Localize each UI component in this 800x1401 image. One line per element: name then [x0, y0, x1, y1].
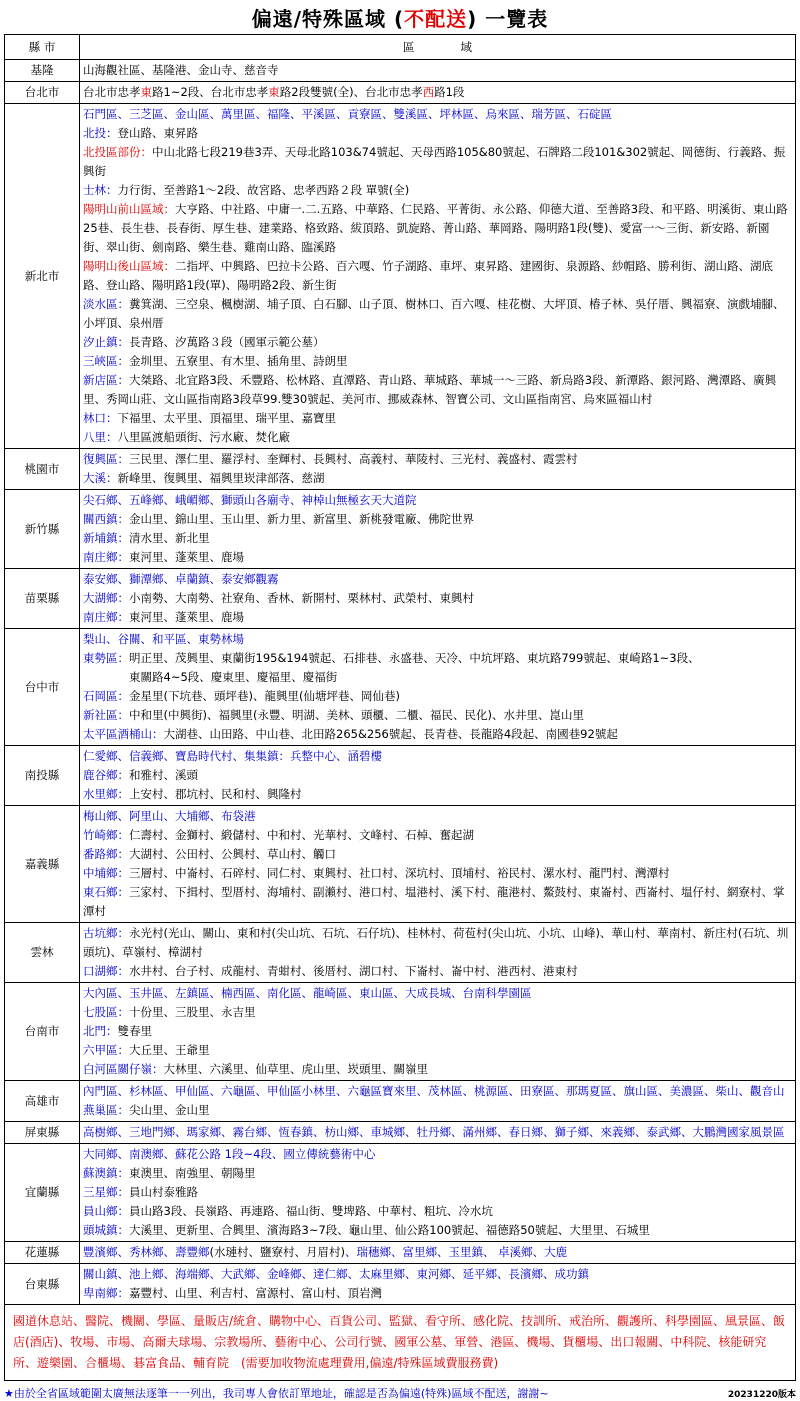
area-text: 白河區關仔嶺：: [83, 1062, 164, 1076]
area-line: [83, 1145, 792, 1164]
table-row: [5, 490, 796, 569]
area-text: 山海觀社區、基隆港、金山寺、慈音寺: [83, 63, 279, 77]
area-text: 金圳里、五寮里、有木里、插角里、詩朗里: [129, 354, 348, 368]
title-no-delivery: 不配送: [404, 6, 468, 31]
area-text: 中山北路七段219巷3弄、天母北路103&74號起、天母西路105&80號起、石牌路二段101&302號起、岡德街、行義路、振興街: [83, 145, 786, 178]
area-text: 六甲區：: [83, 1043, 129, 1057]
area-text: 士林：: [83, 183, 118, 197]
area-text: 大同鄉、南澳鄉、蘇花公路 1段~4段、國立傳統藝術中心: [83, 1147, 376, 1161]
area-line: [83, 1041, 792, 1060]
area-line: [83, 687, 792, 706]
area-text: 東河里、蓬萊里、鹿場: [129, 610, 244, 624]
area-text: 南庄鄉：: [83, 550, 129, 564]
area-line: [83, 962, 792, 981]
area-cell: [80, 923, 796, 983]
city-cell: 雲林: [5, 923, 80, 983]
area-text: 明正里、茂興里、東蘭街195&194號起、石排巷、永盛巷、天冷、中坑坪路、東坑路799號起、東崎路1~3段、: [129, 651, 700, 665]
table-row: [5, 983, 796, 1081]
city-cell: 苗栗縣: [5, 569, 80, 629]
area-text: 新埔鎮：: [83, 531, 129, 545]
area-text: 石岡區：: [83, 689, 129, 703]
area-line: [83, 807, 792, 826]
area-line: [83, 845, 792, 864]
area-text: 中埔鄉：: [83, 866, 129, 880]
area-cell: [80, 60, 796, 82]
area-text: 梨山、谷關、和平區、東勢林場: [83, 632, 244, 646]
area-line: [83, 105, 792, 124]
area-text: 十份里、三股里、永吉里: [129, 1005, 256, 1019]
area-text: 路1段: [434, 85, 465, 99]
area-line: [83, 1202, 792, 1221]
city-cell: 嘉義縣: [5, 806, 80, 923]
area-line: [83, 333, 792, 352]
area-text: 頭城鎮：: [83, 1223, 129, 1237]
area-text: 二指坪、中興路、巴拉卡公路、百六嘎、竹子湖路、車坪、東昇路、建國街、泉源路、紗帽路、勝利街、湖山路、湖底路、登山路、陽明路1段(單)、陽明路2段、新生街: [83, 259, 773, 292]
area-line: [83, 1183, 792, 1202]
area-cell: [80, 82, 796, 104]
excluded-locations-note: 國道休息站、醫院、機關、學區、量販店/統倉、購物中心、百貨公司、監獄、看守所、感化院、技訓所、戒治所、觀護所、科學園區、風景區、飯店(酒店)、牧場、市場、高爾夫球場、宗教場所、藝術中心、公司行號、國軍公墓、軍營、港區、機場、貨櫃場、出口報關、中科院、核能研究所、遊樂園、合櫃場、碁富食品、輔育院 (需要加收物流處理費用,偏遠/特殊區域費服務費): [4, 1305, 796, 1381]
area-line: [83, 1003, 792, 1022]
area-text: 太平區酒桶山：: [83, 727, 164, 741]
area-line: [83, 725, 792, 744]
table-header-row: [5, 35, 796, 60]
table-row: [5, 746, 796, 806]
area-text: 西: [422, 85, 435, 99]
city-cell: 台東縣: [5, 1264, 80, 1305]
city-cell: 花蓮縣: [5, 1242, 80, 1264]
area-text: 員山鄉：: [83, 1204, 129, 1218]
area-line: [83, 295, 792, 333]
area-text: 登山路、東昇路: [117, 126, 198, 140]
area-text: 北投區部份：: [83, 145, 152, 159]
area-text: 大桀路、北宜路3段、禾豐路、松林路、直潭路、青山路、華城路、華城一～三路、新烏路3段、新潭路、銀河路、灣潭路、廣興里、秀岡山莊、文山區指南路3段草99.雙30號起、美河市、挪威森林、智寶公司、文山區指南宮、烏來區福山村: [83, 373, 777, 406]
area-line: [83, 747, 792, 766]
area-text: 東勢區：: [83, 651, 129, 665]
area-text: 梅山鄉、阿里山、大埔鄉、布袋港: [83, 809, 256, 823]
area-line: [83, 450, 792, 469]
area-text: 三家村、下揖村、型厝村、海埔村、副瀨村、港口村、塭港村、溪下村、龍港村、鰲鼓村、東崙村、西崙村、塭仔村、網寮村、掌潭村: [83, 885, 785, 918]
area-text: 員山路3段、長嶺路、再連路、福山街、雙埤路、中華村、粗坑、冷水坑: [129, 1204, 493, 1218]
footer: [4, 1385, 796, 1401]
header-area: 區 域: [80, 35, 796, 60]
area-text: 員山村泰雅路: [129, 1185, 198, 1199]
area-line: [83, 984, 792, 1003]
title-prefix: 偏遠/特殊區域 (: [251, 6, 405, 31]
area-line: [83, 1123, 792, 1142]
area-line: [83, 352, 792, 371]
area-text: 關西鎮：: [83, 512, 129, 526]
area-text: 、瑞穗鄉、富里鄉、玉里鎮、 卓溪鄉、大鹿: [344, 1245, 568, 1259]
area-cell: [80, 569, 796, 629]
area-text: 嘉豐村、山里、利吉村、富源村、富山村、頂岩灣: [129, 1286, 382, 1300]
city-cell: 宜蘭縣: [5, 1144, 80, 1242]
area-text: 三峽區：: [83, 354, 129, 368]
area-text: 清水里、新北里: [129, 531, 210, 545]
area-text: 糞箕湖、三空泉、楓樹湖、埔子頂、白石腳、山子頂、樹林口、百六嘎、桂花樹、大坪頂、椿子林、吳仔厝、興福寮、演戲埔腳、小坪頂、泉州厝: [83, 297, 785, 330]
area-text: 東澳里、南強里、朝陽里: [129, 1166, 256, 1180]
area-line: [83, 491, 792, 510]
area-cell: [80, 1081, 796, 1122]
area-line: [83, 143, 792, 181]
area-line: [83, 1284, 792, 1303]
area-text: 泰安鄉、獅潭鄉、卓蘭鎮、泰安鄉觀霧: [83, 572, 279, 586]
version-label: 20231220版本: [727, 1389, 796, 1400]
area-text: 大丘里、王爺里: [129, 1043, 210, 1057]
area-line: [83, 649, 792, 668]
header-city: 縣 市: [5, 35, 80, 60]
area-text: 陽明山前山區域：: [83, 202, 175, 216]
area-text: 東河里、蓬萊里、鹿場: [129, 550, 244, 564]
table-row: [5, 1144, 796, 1242]
area-text: 東: [140, 85, 152, 99]
area-text: 南庄鄉：: [83, 610, 129, 624]
area-text: 東關路4~5段、慶東里、慶福里、慶福街: [83, 670, 338, 684]
area-text: 八里區渡船頭街、污水廠、焚化廠: [117, 430, 290, 444]
area-line: [83, 924, 792, 962]
area-line: [83, 181, 792, 200]
table-row: [5, 1242, 796, 1264]
area-text: (水璉村、鹽寮村、月眉村): [209, 1245, 345, 1259]
area-text: 新店區：: [83, 373, 129, 387]
area-cell: [80, 1122, 796, 1144]
area-text: 北投：: [83, 126, 118, 140]
table-row: [5, 629, 796, 746]
area-text: 燕巢區：: [83, 1103, 129, 1117]
area-cell: [80, 449, 796, 490]
area-text: 八里：: [83, 430, 118, 444]
area-text: 陽明山後山區域：: [83, 259, 175, 273]
area-text: 金星里(下坑巷、頭坪巷)、龍興里(仙塘坪巷、岡仙巷): [129, 689, 400, 703]
area-text: 雙春里: [117, 1024, 152, 1038]
area-line: [83, 1060, 792, 1079]
area-text: 大林里、六溪里、仙草里、虎山里、崁頭里、關嶺里: [163, 1062, 428, 1076]
area-text: 大湖鄉：: [83, 591, 129, 605]
area-line: [83, 510, 792, 529]
area-line: [83, 570, 792, 589]
area-line: [83, 428, 792, 447]
area-line: [83, 766, 792, 785]
page-title: [0, 0, 800, 34]
area-text: 鹿谷鄉：: [83, 768, 129, 782]
area-text: 三民里、澤仁里、羅浮村、奎輝村、長興村、高義村、華陵村、三光村、義盛村、霞雲村: [129, 452, 578, 466]
area-text: 東: [268, 85, 280, 99]
city-cell: 台中市: [5, 629, 80, 746]
table-row: [5, 82, 796, 104]
area-cell: [80, 746, 796, 806]
area-line: [83, 257, 792, 295]
area-text: 尖石鄉、五峰鄉、峨嵋鄉、獅頭山各廟寺、神棹山無極玄天大道院: [83, 493, 417, 507]
area-text: 長青路、汐萬路３段（國軍示範公墓）: [129, 335, 325, 349]
area-text: 蘇澳鎮：: [83, 1166, 129, 1180]
city-cell: 新竹縣: [5, 490, 80, 569]
area-line: [83, 1082, 792, 1101]
area-line: [83, 706, 792, 725]
table-body: [5, 60, 796, 1305]
area-text: 新社區：: [83, 708, 129, 722]
area-text: 下福里、太平里、頂福里、瑞平里、嘉寶里: [117, 411, 336, 425]
area-cell: [80, 1242, 796, 1264]
area-text: 路2段雙號(全)、台北市忠孝: [279, 85, 423, 99]
area-text: 台北市忠孝: [83, 85, 141, 99]
city-cell: 基隆: [5, 60, 80, 82]
area-text: 大湖巷、山田路、中山巷、北田路265&256號起、長青巷、長龍路4段起、南國巷92號起: [163, 727, 618, 741]
area-line: [83, 864, 792, 883]
table-row: [5, 923, 796, 983]
area-text: 上安村、郡坑村、民和村、興隆村: [129, 787, 302, 801]
area-text: 古坑鄉：: [83, 926, 129, 940]
area-line: [83, 1164, 792, 1183]
area-cell: [80, 490, 796, 569]
area-text: 三星鄉：: [83, 1185, 129, 1199]
region-table: [4, 34, 796, 1305]
table-row: [5, 569, 796, 629]
area-cell: [80, 983, 796, 1081]
table-row: [5, 806, 796, 923]
area-line: [83, 371, 792, 409]
area-text: 北門：: [83, 1024, 118, 1038]
area-text: 大溪：: [83, 471, 118, 485]
area-line: [83, 630, 792, 649]
area-text: 石門區、三芝區、金山區、萬里區、福隆、平溪區、貢寮區、雙溪區、坪林區、烏來區、瑞芳區、石碇區: [83, 107, 612, 121]
area-text: 永光村(光山、關山、東和村(尖山坑、石坑、石仔坑)、桂林村、荷苞村(尖山坑、小坑、山峰)、華山村、華南村、新庄村(石坑、圳頭坑)、草嶺村、樟湖村: [83, 926, 789, 959]
area-text: 林口：: [83, 411, 118, 425]
area-text: 三層村、中崙村、石碎村、同仁村、東興村、社口村、深坑村、頂埔村、裕民村、漯水村、龍門村、灣潭村: [129, 866, 670, 880]
area-text: 復興區：: [83, 452, 129, 466]
city-cell: 屏東縣: [5, 1122, 80, 1144]
area-cell: [80, 1264, 796, 1305]
area-line: [83, 200, 792, 257]
area-text: 大亨路、中社路、中庸一.二.五路、中華路、仁民路、平菁街、永公路、仰德大道、至善路3段、和平路、明溪街、東山路25巷、長生巷、長春街、厚生巷、建業路、格致路、紱頂路、凱旋路、菁山路、華岡路、陽明路1段(雙)、愛富一～三街、新安路、新園街、翠山街、劍南路、樂生巷、雞南山路、臨溪路: [83, 202, 788, 254]
area-text: 大湖村、公田村、公興村、草山村、觸口: [129, 847, 336, 861]
area-text: 金山里、錦山里、玉山里、新力里、新富里、新桃發電廠、佛陀世界: [129, 512, 474, 526]
area-text: 淡水區：: [83, 297, 129, 311]
area-text: 中和里(中興街)、福興里(永豐、明湖、美林、頭櫃、二櫃、福民、民化)、水井里、崑山里: [129, 708, 584, 722]
table-row: [5, 1264, 796, 1305]
area-cell: [80, 629, 796, 746]
area-line: [83, 61, 792, 80]
area-text: 水里鄉：: [83, 787, 129, 801]
area-text: 仁壽村、金獅村、緞儲村、中和村、光華村、文峰村、石棹、奮起湖: [129, 828, 474, 842]
footer-notice: ★由於全省區域範圍太廣無法逐筆一一列出，我司專人會依訂單地址，確認是否為偏遠(特殊)區域不配送，謝謝~: [4, 1387, 549, 1400]
area-text: 關山鎮、池上鄉、海端鄉、大武鄉、金峰鄉、達仁鄉、太麻里鄉、東河鄉、延平鄉、長濱鄉、成功鎮: [83, 1267, 589, 1281]
area-text: 新峰里、復興里、福興里崁津部落、慈湖: [117, 471, 325, 485]
area-text: 仁愛鄉、信義鄉、寶島時代村、集集鎮：兵整中心、涵碧樓: [83, 749, 382, 763]
area-line: [83, 883, 792, 921]
city-cell: 南投縣: [5, 746, 80, 806]
area-line: [83, 469, 792, 488]
area-text: 大內區、玉井區、左鎮區、楠西區、南化區、龍崎區、東山區、大成長城、台南科學園區: [83, 986, 532, 1000]
area-line: [83, 83, 792, 102]
area-line: [83, 124, 792, 143]
area-text: 汐止鎮：: [83, 335, 129, 349]
city-cell: 台北市: [5, 82, 80, 104]
area-line: [83, 529, 792, 548]
city-cell: 台南市: [5, 983, 80, 1081]
table-row: [5, 1122, 796, 1144]
area-text: 卑南鄉：: [83, 1286, 129, 1300]
city-cell: 桃園市: [5, 449, 80, 490]
area-line: [83, 548, 792, 567]
area-text: 力行街、至善路1～2段、故宮路、忠孝西路２段 單號(全): [117, 183, 410, 197]
area-line: [83, 826, 792, 845]
area-text: 水井村、台子村、成龍村、青蚶村、後厝村、湖口村、下崙村、崙中村、港西村、港東村: [129, 964, 578, 978]
area-line: [83, 608, 792, 627]
area-line: [83, 409, 792, 428]
area-text: 七股區：: [83, 1005, 129, 1019]
area-text: 小南勢、大南勢、社寮角、香林、新開村、栗林村、武榮村、東興村: [129, 591, 474, 605]
area-text: 內門區、杉林區、甲仙區、六龜區、甲仙區小林里、六龜區寶來里、茂林區、桃源區、田寮區、那瑪夏區、旗山區、美濃區、柴山、觀音山: [83, 1084, 785, 1098]
area-text: 番路鄉：: [83, 847, 129, 861]
table-row: [5, 104, 796, 449]
area-line: [83, 1221, 792, 1240]
area-line: [83, 1265, 792, 1284]
city-cell: 高雄市: [5, 1081, 80, 1122]
area-line: [83, 668, 792, 687]
area-line: [83, 1243, 792, 1262]
area-cell: [80, 104, 796, 449]
area-text: 路1~2段、台北市忠孝: [152, 85, 269, 99]
area-line: [83, 1101, 792, 1120]
area-line: [83, 1022, 792, 1041]
area-text: 大溪里、更新里、合興里、濱海路3~7段、龜山里、仙公路100號起、福德路50號起、大里里、石城里: [129, 1223, 650, 1237]
table-row: [5, 60, 796, 82]
area-text: 和雅村、溪頭: [129, 768, 198, 782]
area-text: 東石鄉：: [83, 885, 129, 899]
area-text: 口湖鄉：: [83, 964, 129, 978]
area-line: [83, 589, 792, 608]
title-suffix: ) 一覽表: [467, 6, 549, 31]
area-cell: [80, 1144, 796, 1242]
area-text: 竹崎鄉：: [83, 828, 129, 842]
area-text: 高樹鄉、三地門鄉、瑪家鄉、霧台鄉、恆春鎮、枋山鄉、車城鄉、牡丹鄉、滿州鄉、春日鄉、獅子鄉、來義鄉、泰武鄉、大鵬灣國家風景區: [83, 1125, 785, 1139]
area-text: 尖山里、金山里: [129, 1103, 210, 1117]
area-cell: [80, 806, 796, 923]
city-cell: 新北市: [5, 104, 80, 449]
table-row: [5, 449, 796, 490]
area-line: [83, 785, 792, 804]
table-row: [5, 1081, 796, 1122]
area-text: 豐濱鄉、秀林鄉、壽豐鄉: [83, 1245, 210, 1259]
